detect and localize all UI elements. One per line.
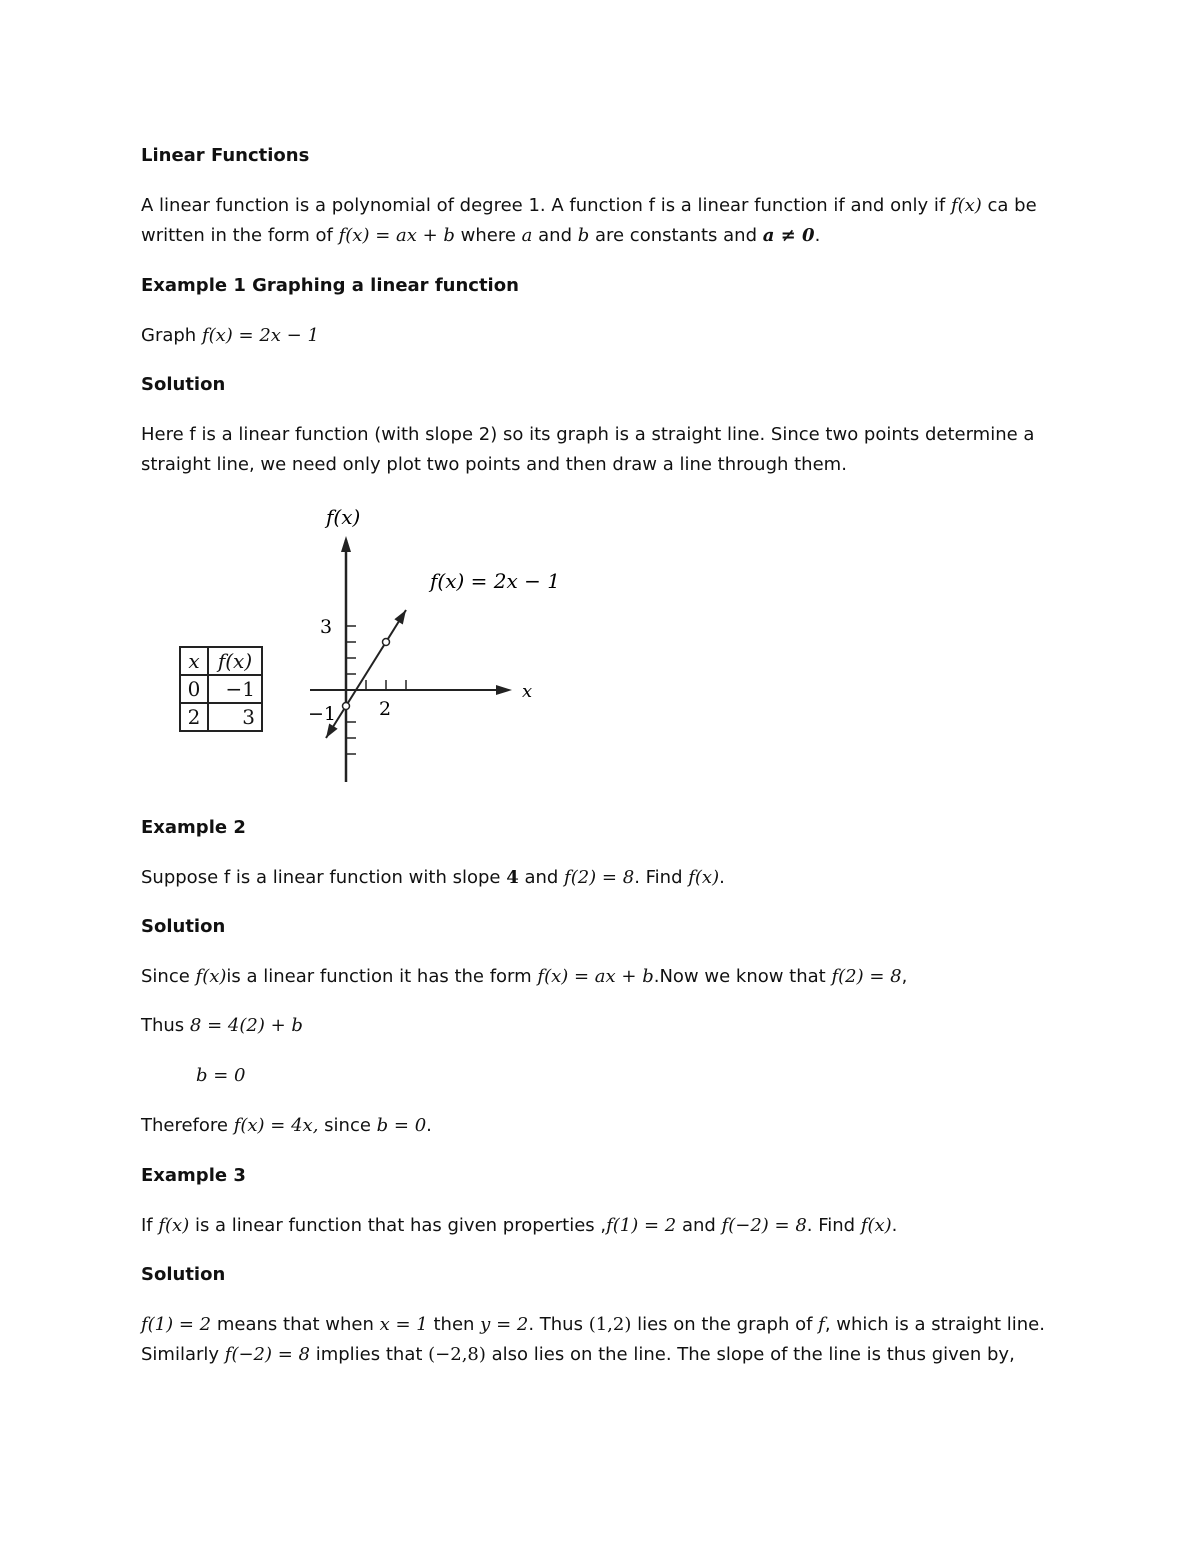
math-f-neg2: f(−2) = 8 xyxy=(721,1215,807,1236)
math-linear-form: f(x) = ax + b xyxy=(537,966,654,987)
question-text: Suppose f is a linear function with slope xyxy=(141,867,507,888)
example3-solution-line-2 xyxy=(141,1340,1015,1370)
intro-text: A linear function is a polynomial of degree 1. A function f is a linear function if and only if xyxy=(141,195,951,216)
y-axis-arrow-icon xyxy=(341,536,351,552)
x-axis-arrow-icon xyxy=(496,685,512,695)
math-equation: 8 = 4(2) + b xyxy=(189,1015,303,1036)
solution-text: , xyxy=(901,966,908,987)
math-point: (−2,8) xyxy=(428,1344,486,1365)
table-header-row xyxy=(180,647,262,675)
example3-solution-label: Solution xyxy=(141,1264,226,1285)
solution-text: Since xyxy=(141,966,196,987)
solution-text: . Thus xyxy=(528,1314,589,1335)
math-f: f xyxy=(818,1314,825,1335)
tick-label-3: 3 xyxy=(320,616,333,638)
math-slope: 4 xyxy=(506,867,519,888)
intro-text: where xyxy=(454,225,522,246)
example1-solution-line-1: Here f is a linear function (with slope 2) so its graph is a straight line. Since two points determine a xyxy=(141,424,1035,445)
math-f2: f(2) = 8 xyxy=(564,867,635,888)
solution-text: is a linear function it has the form xyxy=(226,966,538,987)
table-cell: 0 xyxy=(180,675,208,703)
table-cell: −1 xyxy=(208,675,262,703)
solution-text: lies on the graph of xyxy=(631,1314,819,1335)
example3-question xyxy=(141,1211,897,1241)
intro-line-1 xyxy=(141,191,1037,221)
solution-text: since xyxy=(318,1115,377,1136)
question-text: and xyxy=(676,1215,722,1236)
solution-text: also lies on the line. The slope of the line is thus given by, xyxy=(485,1344,1015,1365)
math-f1: f(1) = 2 xyxy=(141,1314,212,1335)
page-title: Linear Functions xyxy=(141,145,310,166)
math-point: (1,2) xyxy=(588,1314,632,1335)
solution-text: , which is a straight line. xyxy=(824,1314,1045,1335)
solution-text: implies that xyxy=(310,1344,429,1365)
question-text: . Find xyxy=(806,1215,861,1236)
math-a: a xyxy=(521,225,533,246)
data-point xyxy=(343,703,350,710)
data-point xyxy=(383,639,390,646)
example1-question xyxy=(141,321,319,351)
example1-heading: Example 1 Graphing a linear function xyxy=(141,275,519,296)
intro-text: are constants and xyxy=(589,225,763,246)
question-text: . xyxy=(891,1215,898,1236)
intro-line-2 xyxy=(141,221,820,251)
table-row xyxy=(180,675,262,703)
example2-solution-line-4 xyxy=(141,1111,432,1141)
solution-text: .Now we know that xyxy=(653,966,832,987)
example2-solution-label: Solution xyxy=(141,916,226,937)
value-table xyxy=(179,646,263,732)
question-text: is a linear function that has given properties , xyxy=(189,1215,607,1236)
example1-solution-label: Solution xyxy=(141,374,226,395)
solution-text: . xyxy=(426,1115,432,1136)
math-fx: f(x) xyxy=(860,1215,892,1236)
example2-question xyxy=(141,863,725,893)
math-equation: b = 0 xyxy=(196,1065,246,1086)
y-axis-label: f(x) xyxy=(326,505,361,529)
question-text: and xyxy=(518,867,565,888)
solution-text: means that when xyxy=(211,1314,380,1335)
example1-solution-line-2: straight line, we need only plot two points and then draw a line through them. xyxy=(141,454,847,475)
intro-text: written in the form of xyxy=(141,225,339,246)
line-arrow-up-icon xyxy=(394,610,406,625)
math-linear-form: f(x) = ax + b xyxy=(338,225,455,246)
table-header-cell: f(x) xyxy=(208,647,262,675)
math-a-neq-0: a ≠ 0 xyxy=(762,225,815,246)
question-text: . Find xyxy=(634,867,689,888)
math-f-neg2: f(−2) = 8 xyxy=(224,1344,310,1365)
function-line xyxy=(326,610,406,738)
math-f2: f(2) = 8 xyxy=(831,966,902,987)
intro-text: ca be xyxy=(981,195,1037,216)
math-fx: f(x) xyxy=(950,195,982,216)
math-fx: f(x) xyxy=(158,1215,190,1236)
math-b: b xyxy=(577,225,590,246)
table-cell: 2 xyxy=(180,703,208,731)
question-text: If xyxy=(141,1215,159,1236)
example2-solution-line-3 xyxy=(196,1061,246,1091)
intro-text: . xyxy=(814,225,821,246)
tick-label-neg1: −1 xyxy=(308,703,337,725)
solution-text: Thus xyxy=(141,1015,190,1036)
example3-heading: Example 3 xyxy=(141,1165,246,1186)
math-x1: x = 1 xyxy=(379,1314,428,1335)
tick-label-2: 2 xyxy=(379,698,392,720)
math-fx: f(x) xyxy=(688,867,720,888)
question-text: Graph xyxy=(141,325,202,346)
math-result: f(x) = 4x, xyxy=(233,1115,319,1136)
solution-text: Similarly xyxy=(141,1344,225,1365)
math-function: f(x) = 2x − 1 xyxy=(201,325,319,346)
x-axis-label: x xyxy=(522,681,533,702)
example2-solution-line-2 xyxy=(141,1011,303,1041)
x-ticks xyxy=(366,680,406,690)
solution-text: then xyxy=(427,1314,481,1335)
intro-text: and xyxy=(532,225,578,246)
math-y2: y = 2 xyxy=(480,1314,529,1335)
function-graph xyxy=(300,500,570,790)
example2-heading: Example 2 xyxy=(141,817,246,838)
table-cell: 3 xyxy=(208,703,262,731)
function-line-label: f(x) = 2x − 1 xyxy=(430,569,560,593)
example2-solution-line-1 xyxy=(141,962,907,992)
line-arrow-down-icon xyxy=(326,723,338,738)
example3-solution-line-1 xyxy=(141,1310,1045,1340)
table-row xyxy=(180,703,262,731)
math-f1: f(1) = 2 xyxy=(606,1215,677,1236)
solution-text: Therefore xyxy=(141,1115,234,1136)
math-fx: f(x) xyxy=(195,966,227,987)
question-text: . xyxy=(719,867,725,888)
table-header-cell: x xyxy=(180,647,208,675)
math-equation: b = 0 xyxy=(376,1115,427,1136)
